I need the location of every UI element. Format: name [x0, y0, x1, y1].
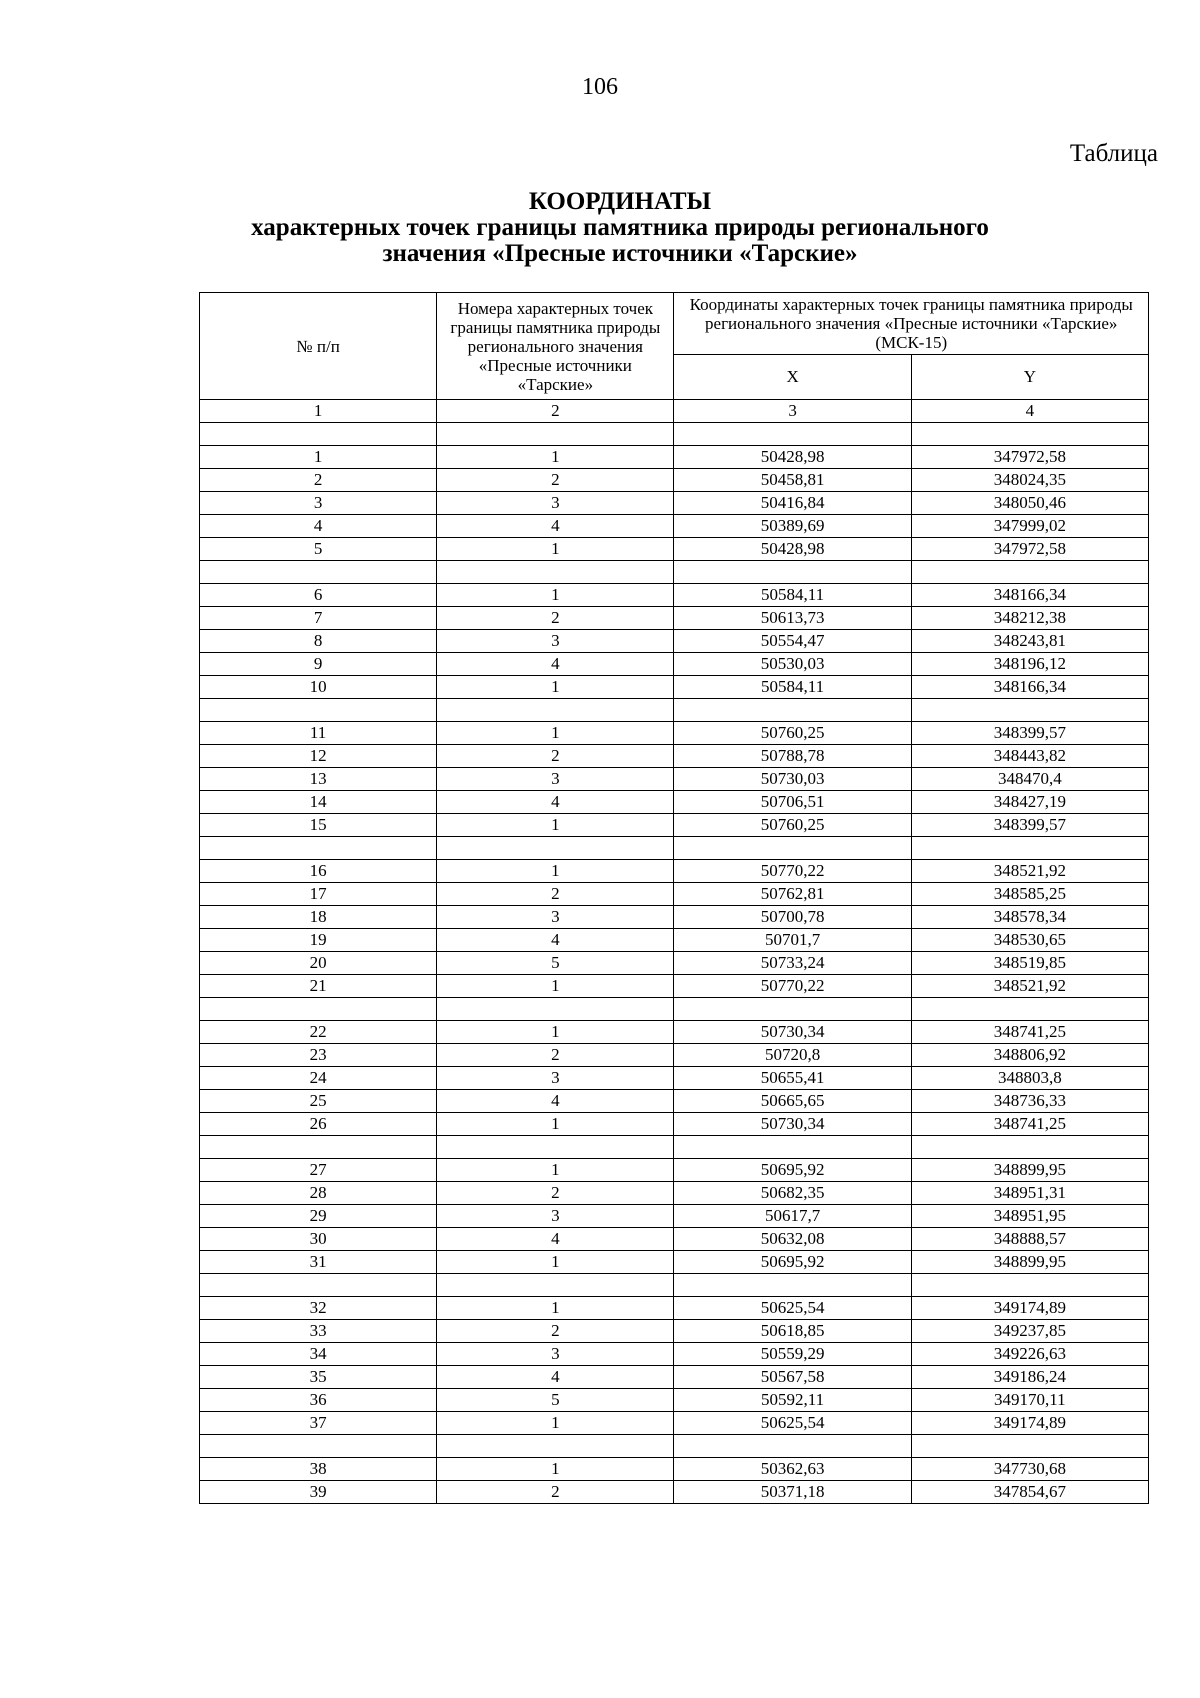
y-coordinate-cell: 348578,34 [911, 906, 1148, 929]
table-row [200, 1113, 1149, 1136]
x-coordinate-cell: 50592,11 [674, 1389, 911, 1412]
column-number-1: 1 [200, 400, 437, 423]
row-number-cell: 31 [200, 1251, 437, 1274]
y-coordinate-cell: 348741,25 [911, 1113, 1148, 1136]
row-number-cell: 21 [200, 975, 437, 998]
x-coordinate-cell: 50720,8 [674, 1044, 911, 1067]
y-coordinate-cell: 349237,85 [911, 1320, 1148, 1343]
row-number-cell: 32 [200, 1297, 437, 1320]
x-coordinate-cell: 50632,08 [674, 1228, 911, 1251]
separator-row [200, 561, 1149, 584]
row-number-cell: 35 [200, 1366, 437, 1389]
row-number-cell: 28 [200, 1182, 437, 1205]
empty-cell [200, 1136, 437, 1159]
x-coordinate-cell: 50695,92 [674, 1159, 911, 1182]
empty-cell [437, 699, 674, 722]
y-coordinate-cell: 348427,19 [911, 791, 1148, 814]
empty-cell [200, 1435, 437, 1458]
row-number-cell: 29 [200, 1205, 437, 1228]
y-coordinate-cell: 349186,24 [911, 1366, 1148, 1389]
y-coordinate-cell: 349226,63 [911, 1343, 1148, 1366]
table-row [200, 1159, 1149, 1182]
table-row [200, 446, 1149, 469]
document-title [0, 188, 1200, 267]
table-row [200, 538, 1149, 561]
y-coordinate-cell: 348196,12 [911, 653, 1148, 676]
empty-cell [437, 998, 674, 1021]
point-number-cell: 2 [437, 469, 674, 492]
row-number-cell: 11 [200, 722, 437, 745]
header-x: X [674, 355, 911, 400]
x-coordinate-cell: 50762,81 [674, 883, 911, 906]
point-number-cell: 2 [437, 1320, 674, 1343]
table-row [200, 814, 1149, 837]
y-coordinate-cell: 349174,89 [911, 1412, 1148, 1435]
empty-cell [437, 837, 674, 860]
y-coordinate-cell: 348519,85 [911, 952, 1148, 975]
table-row [200, 1389, 1149, 1412]
table-row [200, 1182, 1149, 1205]
y-coordinate-cell: 348806,92 [911, 1044, 1148, 1067]
y-coordinate-cell: 348024,35 [911, 469, 1148, 492]
y-coordinate-cell: 348166,34 [911, 584, 1148, 607]
table-row [200, 1251, 1149, 1274]
y-coordinate-cell: 348050,46 [911, 492, 1148, 515]
row-number-cell: 24 [200, 1067, 437, 1090]
empty-cell [911, 1274, 1148, 1297]
table-row [200, 791, 1149, 814]
empty-cell [911, 561, 1148, 584]
point-number-cell: 4 [437, 653, 674, 676]
header-y: Y [911, 355, 1148, 400]
table-row [200, 607, 1149, 630]
table-row [200, 492, 1149, 515]
table-row [200, 1412, 1149, 1435]
point-number-cell: 1 [437, 538, 674, 561]
x-coordinate-cell: 50695,92 [674, 1251, 911, 1274]
empty-cell [437, 1435, 674, 1458]
point-number-cell: 1 [437, 1113, 674, 1136]
table-row [200, 906, 1149, 929]
point-number-cell: 1 [437, 584, 674, 607]
x-coordinate-cell: 50458,81 [674, 469, 911, 492]
column-number-4: 4 [911, 400, 1148, 423]
x-coordinate-cell: 50618,85 [674, 1320, 911, 1343]
y-coordinate-cell: 348736,33 [911, 1090, 1148, 1113]
table-row [200, 1090, 1149, 1113]
point-number-cell: 1 [437, 1159, 674, 1182]
header-point-numbers: Номера характерных точек границы памятника природы регионального значения «Пресные источники «Тарские» [437, 293, 674, 400]
table-row [200, 1228, 1149, 1251]
y-coordinate-cell: 348899,95 [911, 1159, 1148, 1182]
table-row [200, 653, 1149, 676]
table-row [200, 952, 1149, 975]
row-number-cell: 5 [200, 538, 437, 561]
y-coordinate-cell: 347730,68 [911, 1458, 1148, 1481]
x-coordinate-cell: 50428,98 [674, 538, 911, 561]
point-number-cell: 4 [437, 791, 674, 814]
row-number-cell: 2 [200, 469, 437, 492]
row-number-cell: 25 [200, 1090, 437, 1113]
header-number: № п/п [200, 293, 437, 400]
table-row [200, 929, 1149, 952]
row-number-cell: 15 [200, 814, 437, 837]
row-number-cell: 9 [200, 653, 437, 676]
empty-cell [911, 837, 1148, 860]
y-coordinate-cell: 348212,38 [911, 607, 1148, 630]
separator-row [200, 1274, 1149, 1297]
table-row [200, 768, 1149, 791]
point-number-cell: 1 [437, 722, 674, 745]
table-row [200, 469, 1149, 492]
point-number-cell: 3 [437, 492, 674, 515]
x-coordinate-cell: 50730,03 [674, 768, 911, 791]
table-row [200, 1343, 1149, 1366]
row-number-cell: 8 [200, 630, 437, 653]
x-coordinate-cell: 50613,73 [674, 607, 911, 630]
y-coordinate-cell: 347972,58 [911, 538, 1148, 561]
table-row [200, 1297, 1149, 1320]
x-coordinate-cell: 50706,51 [674, 791, 911, 814]
point-number-cell: 2 [437, 883, 674, 906]
row-number-cell: 18 [200, 906, 437, 929]
x-coordinate-cell: 50655,41 [674, 1067, 911, 1090]
x-coordinate-cell: 50733,24 [674, 952, 911, 975]
table-row [200, 745, 1149, 768]
table-row [200, 722, 1149, 745]
empty-cell [200, 699, 437, 722]
x-coordinate-cell: 50428,98 [674, 446, 911, 469]
point-number-cell: 3 [437, 1343, 674, 1366]
row-number-cell: 13 [200, 768, 437, 791]
y-coordinate-cell: 348470,4 [911, 768, 1148, 791]
empty-cell [200, 1274, 437, 1297]
x-coordinate-cell: 50371,18 [674, 1481, 911, 1504]
separator-row [200, 699, 1149, 722]
empty-cell [674, 1274, 911, 1297]
point-number-cell: 2 [437, 745, 674, 768]
page-number: 106 [582, 74, 618, 100]
point-number-cell: 5 [437, 952, 674, 975]
row-number-cell: 38 [200, 1458, 437, 1481]
x-coordinate-cell: 50617,7 [674, 1205, 911, 1228]
table-row [200, 584, 1149, 607]
table-row [200, 1458, 1149, 1481]
row-number-cell: 17 [200, 883, 437, 906]
y-coordinate-cell: 348443,82 [911, 745, 1148, 768]
x-coordinate-cell: 50625,54 [674, 1297, 911, 1320]
y-coordinate-cell: 348521,92 [911, 860, 1148, 883]
row-number-cell: 4 [200, 515, 437, 538]
row-number-cell: 37 [200, 1412, 437, 1435]
row-number-cell: 22 [200, 1021, 437, 1044]
y-coordinate-cell: 347972,58 [911, 446, 1148, 469]
table-row [200, 1021, 1149, 1044]
x-coordinate-cell: 50389,69 [674, 515, 911, 538]
x-coordinate-cell: 50584,11 [674, 584, 911, 607]
row-number-cell: 19 [200, 929, 437, 952]
x-coordinate-cell: 50554,47 [674, 630, 911, 653]
point-number-cell: 1 [437, 1021, 674, 1044]
empty-cell [674, 1435, 911, 1458]
empty-cell [674, 837, 911, 860]
empty-cell [437, 423, 674, 446]
table-body [200, 423, 1149, 1504]
row-number-cell: 27 [200, 1159, 437, 1182]
x-coordinate-cell: 50730,34 [674, 1113, 911, 1136]
point-number-cell: 1 [437, 446, 674, 469]
x-coordinate-cell: 50760,25 [674, 722, 911, 745]
empty-cell [200, 561, 437, 584]
empty-cell [911, 423, 1148, 446]
point-number-cell: 2 [437, 607, 674, 630]
empty-cell [911, 699, 1148, 722]
point-number-cell: 2 [437, 1044, 674, 1067]
y-coordinate-cell: 348741,25 [911, 1021, 1148, 1044]
empty-cell [200, 423, 437, 446]
point-number-cell: 1 [437, 860, 674, 883]
x-coordinate-cell: 50530,03 [674, 653, 911, 676]
point-number-cell: 1 [437, 1412, 674, 1435]
x-coordinate-cell: 50700,78 [674, 906, 911, 929]
separator-row [200, 423, 1149, 446]
y-coordinate-cell: 348951,95 [911, 1205, 1148, 1228]
point-number-cell: 5 [437, 1389, 674, 1412]
point-number-cell: 4 [437, 1366, 674, 1389]
point-number-cell: 1 [437, 1251, 674, 1274]
y-coordinate-cell: 348951,31 [911, 1182, 1148, 1205]
row-number-cell: 20 [200, 952, 437, 975]
y-coordinate-cell: 348888,57 [911, 1228, 1148, 1251]
point-number-cell: 3 [437, 1205, 674, 1228]
y-coordinate-cell: 349174,89 [911, 1297, 1148, 1320]
table-row [200, 860, 1149, 883]
row-number-cell: 23 [200, 1044, 437, 1067]
y-coordinate-cell: 348899,95 [911, 1251, 1148, 1274]
x-coordinate-cell: 50770,22 [674, 975, 911, 998]
point-number-cell: 1 [437, 1458, 674, 1481]
table-row [200, 630, 1149, 653]
y-coordinate-cell: 348530,65 [911, 929, 1148, 952]
table-row [200, 883, 1149, 906]
table-row [200, 1044, 1149, 1067]
coordinates-table [199, 292, 1149, 1504]
empty-cell [674, 561, 911, 584]
point-number-cell: 4 [437, 515, 674, 538]
empty-cell [200, 837, 437, 860]
x-coordinate-cell: 50788,78 [674, 745, 911, 768]
table-row [200, 515, 1149, 538]
point-number-cell: 4 [437, 929, 674, 952]
point-number-cell: 3 [437, 906, 674, 929]
row-number-cell: 10 [200, 676, 437, 699]
row-number-cell: 30 [200, 1228, 437, 1251]
empty-cell [911, 998, 1148, 1021]
x-coordinate-cell: 50682,35 [674, 1182, 911, 1205]
empty-cell [674, 423, 911, 446]
row-number-cell: 39 [200, 1481, 437, 1504]
x-coordinate-cell: 50770,22 [674, 860, 911, 883]
x-coordinate-cell: 50701,7 [674, 929, 911, 952]
row-number-cell: 34 [200, 1343, 437, 1366]
point-number-cell: 3 [437, 630, 674, 653]
point-number-cell: 1 [437, 975, 674, 998]
column-number-2: 2 [437, 400, 674, 423]
x-coordinate-cell: 50730,34 [674, 1021, 911, 1044]
x-coordinate-cell: 50416,84 [674, 492, 911, 515]
empty-cell [911, 1136, 1148, 1159]
table-row [200, 676, 1149, 699]
point-number-cell: 4 [437, 1090, 674, 1113]
row-number-cell: 12 [200, 745, 437, 768]
y-coordinate-cell: 348585,25 [911, 883, 1148, 906]
separator-row [200, 998, 1149, 1021]
y-coordinate-cell: 348803,8 [911, 1067, 1148, 1090]
point-number-cell: 1 [437, 1297, 674, 1320]
point-number-cell: 4 [437, 1228, 674, 1251]
empty-cell [674, 699, 911, 722]
row-number-cell: 7 [200, 607, 437, 630]
point-number-cell: 1 [437, 814, 674, 837]
table-row [200, 1205, 1149, 1228]
y-coordinate-cell: 348521,92 [911, 975, 1148, 998]
x-coordinate-cell: 50665,65 [674, 1090, 911, 1113]
x-coordinate-cell: 50625,54 [674, 1412, 911, 1435]
x-coordinate-cell: 50362,63 [674, 1458, 911, 1481]
y-coordinate-cell: 347854,67 [911, 1481, 1148, 1504]
point-number-cell: 1 [437, 676, 674, 699]
row-number-cell: 14 [200, 791, 437, 814]
title-main: КООРДИНАТЫ [528, 188, 712, 215]
table-row [200, 1366, 1149, 1389]
title-line-2: характерных точек границы памятника природы регионального [251, 214, 989, 241]
y-coordinate-cell: 348399,57 [911, 722, 1148, 745]
y-coordinate-cell: 348166,34 [911, 676, 1148, 699]
row-number-cell: 6 [200, 584, 437, 607]
y-coordinate-cell: 348399,57 [911, 814, 1148, 837]
x-coordinate-cell: 50559,29 [674, 1343, 911, 1366]
empty-cell [437, 1136, 674, 1159]
row-number-cell: 26 [200, 1113, 437, 1136]
empty-cell [437, 561, 674, 584]
row-number-cell: 36 [200, 1389, 437, 1412]
empty-cell [674, 998, 911, 1021]
column-number-3: 3 [674, 400, 911, 423]
x-coordinate-cell: 50584,11 [674, 676, 911, 699]
point-number-cell: 3 [437, 1067, 674, 1090]
point-number-cell: 2 [437, 1182, 674, 1205]
x-coordinate-cell: 50760,25 [674, 814, 911, 837]
table-label: Таблица [1069, 140, 1158, 167]
separator-row [200, 1435, 1149, 1458]
table-row [200, 1067, 1149, 1090]
empty-cell [911, 1435, 1148, 1458]
empty-cell [674, 1136, 911, 1159]
table-row [200, 1481, 1149, 1504]
y-coordinate-cell: 347999,02 [911, 515, 1148, 538]
row-number-cell: 3 [200, 492, 437, 515]
header-coordinates: Координаты характерных точек границы памятника природы регионального значения «Пресные источники «Тарские» (МСК-15) [674, 293, 1149, 355]
separator-row [200, 1136, 1149, 1159]
row-number-cell: 33 [200, 1320, 437, 1343]
empty-cell [200, 998, 437, 1021]
table-row [200, 975, 1149, 998]
title-line-3: значения «Пресные источники «Тарские» [382, 240, 858, 267]
point-number-cell: 3 [437, 768, 674, 791]
separator-row [200, 837, 1149, 860]
point-number-cell: 2 [437, 1481, 674, 1504]
row-number-cell: 16 [200, 860, 437, 883]
empty-cell [437, 1274, 674, 1297]
x-coordinate-cell: 50567,58 [674, 1366, 911, 1389]
table-row [200, 1320, 1149, 1343]
row-number-cell: 1 [200, 446, 437, 469]
y-coordinate-cell: 349170,11 [911, 1389, 1148, 1412]
y-coordinate-cell: 348243,81 [911, 630, 1148, 653]
